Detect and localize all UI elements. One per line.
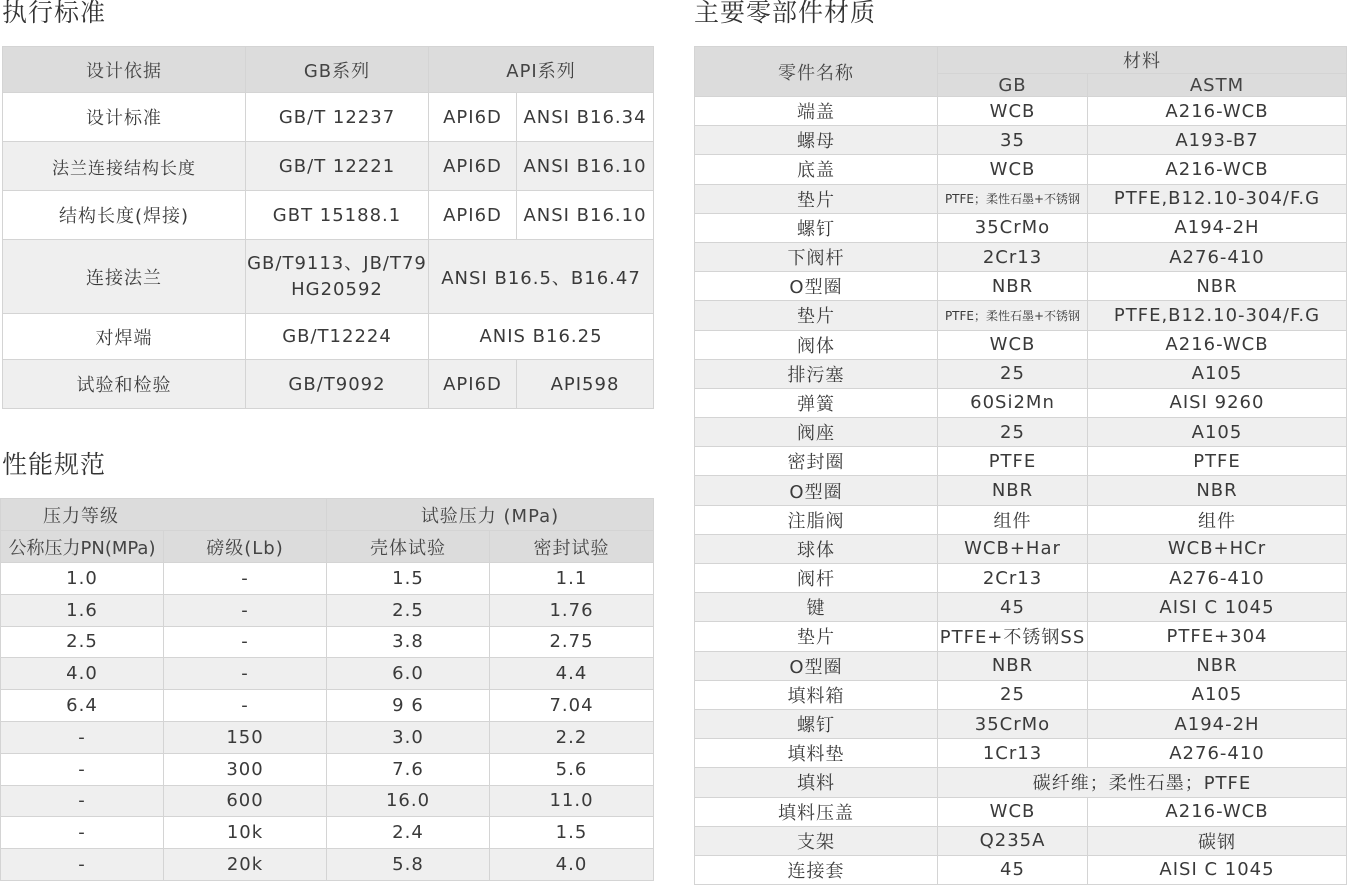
table-row xyxy=(695,97,1347,126)
part-name-cell: 连接套 xyxy=(695,855,938,884)
shell-test-cell: 2.5 xyxy=(327,594,490,626)
part-name-cell: 螺钉 xyxy=(695,213,938,242)
api-value: API6D xyxy=(429,191,517,240)
table-row xyxy=(695,680,1347,709)
header-seal-test: 密封试验 xyxy=(490,531,654,563)
seal-test-cell: 1.1 xyxy=(490,563,654,595)
table-row xyxy=(695,797,1347,826)
group-header-pressure-class: 压力等级 xyxy=(1,499,327,531)
gb-value: GB/T 12237 xyxy=(246,93,429,142)
table-row xyxy=(1,785,654,817)
table-row xyxy=(1,817,654,849)
astm-material-cell: A216-WCB xyxy=(1088,155,1347,184)
part-name-cell: O型圈 xyxy=(695,272,938,301)
part-name-cell: 弹簧 xyxy=(695,388,938,417)
gb-material-cell: 35 xyxy=(938,126,1088,155)
table-row xyxy=(695,709,1347,738)
gb-value: GB/T 12221 xyxy=(246,142,429,191)
gb-material-cell: WCB xyxy=(938,797,1088,826)
gb-material-cell: PTFE xyxy=(938,447,1088,476)
pound-class-cell: - xyxy=(164,563,327,595)
header-nominal-pressure: 公称压力PN(MPa) xyxy=(1,531,164,563)
seal-test-cell: 7.04 xyxy=(490,690,654,722)
gb-value-line: GB/T9113、JB/T79 xyxy=(247,252,427,274)
nominal-pressure-cell: 1.0 xyxy=(1,563,164,595)
table-row xyxy=(1,563,654,595)
table-row xyxy=(695,534,1347,563)
part-name-cell: 底盖 xyxy=(695,155,938,184)
pound-class-cell: 150 xyxy=(164,721,327,753)
pound-class-cell: 600 xyxy=(164,785,327,817)
astm-material-cell: A276-410 xyxy=(1088,739,1347,768)
shell-test-cell: 1.5 xyxy=(327,563,490,595)
table-row xyxy=(1,849,654,881)
gb-material-cell: PTFE；柔性石墨+不锈钢 xyxy=(938,184,1088,213)
gb-material-cell: 25 xyxy=(938,418,1088,447)
parts-rows xyxy=(695,97,1347,885)
table-row xyxy=(695,739,1347,768)
astm-material-cell: NBR xyxy=(1088,651,1347,680)
gb-material-cell: WCB xyxy=(938,97,1088,126)
table-row xyxy=(695,213,1347,242)
nominal-pressure-cell: 6.4 xyxy=(1,690,164,722)
table-row xyxy=(695,826,1347,855)
api-value: ANSI B16.34 xyxy=(517,93,654,142)
table-row xyxy=(695,301,1347,330)
row-label: 法兰连接结构长度 xyxy=(3,142,246,191)
table-row xyxy=(695,651,1347,680)
table-row xyxy=(695,505,1347,534)
part-name-cell: 端盖 xyxy=(695,97,938,126)
gb-material-cell: NBR xyxy=(938,272,1088,301)
astm-material-cell: AISI C 1045 xyxy=(1088,593,1347,622)
gb-material-cell: PTFE；柔性石墨+不锈钢 xyxy=(938,301,1088,330)
gb-material-cell: 25 xyxy=(938,359,1088,388)
parts-table xyxy=(694,46,1347,885)
nominal-pressure-cell: - xyxy=(1,785,164,817)
astm-material-cell: A276-410 xyxy=(1088,564,1347,593)
header-part-name: 零件名称 xyxy=(695,47,938,97)
seal-test-cell: 2.75 xyxy=(490,626,654,658)
standards-table xyxy=(2,46,654,409)
performance-title: 性能规范 xyxy=(2,450,107,479)
table-row xyxy=(695,564,1347,593)
astm-material-cell: AISI 9260 xyxy=(1088,388,1347,417)
row-label: 结构长度(焊接) xyxy=(3,191,246,240)
shell-test-cell: 9 6 xyxy=(327,690,490,722)
astm-material-cell: NBR xyxy=(1088,476,1347,505)
gb-material-cell: NBR xyxy=(938,476,1088,505)
header-material: 材料 xyxy=(938,47,1347,74)
nominal-pressure-cell: - xyxy=(1,817,164,849)
astm-material-cell: PTFE xyxy=(1088,447,1347,476)
api-value: API598 xyxy=(517,360,654,409)
nominal-pressure-cell: - xyxy=(1,753,164,785)
pound-class-cell: 20k xyxy=(164,849,327,881)
gb-material-cell: 45 xyxy=(938,855,1088,884)
astm-material-cell: A216-WCB xyxy=(1088,97,1347,126)
gb-material-cell: WCB xyxy=(938,155,1088,184)
astm-material-cell: A194-2H xyxy=(1088,213,1347,242)
gb-material-cell: 35CrMo xyxy=(938,213,1088,242)
astm-material-cell: PTFE+304 xyxy=(1088,622,1347,651)
seal-test-cell: 11.0 xyxy=(490,785,654,817)
table-row xyxy=(1,721,654,753)
part-name-cell: 阀座 xyxy=(695,418,938,447)
nominal-pressure-cell: 4.0 xyxy=(1,658,164,690)
astm-material-cell: PTFE,B12.10-304/F.G xyxy=(1088,184,1347,213)
table-row xyxy=(695,768,1347,797)
seal-test-cell: 4.4 xyxy=(490,658,654,690)
astm-material-cell: A194-2H xyxy=(1088,709,1347,738)
table-row xyxy=(695,476,1347,505)
part-name-cell: 填料压盖 xyxy=(695,797,938,826)
group-header-test-pressure: 试验压力 (MPa) xyxy=(327,499,654,531)
seal-test-cell: 1.5 xyxy=(490,817,654,849)
astm-material-cell: A216-WCB xyxy=(1088,797,1347,826)
pound-class-cell: - xyxy=(164,658,327,690)
nominal-pressure-cell: 1.6 xyxy=(1,594,164,626)
part-name-cell: 注脂阀 xyxy=(695,505,938,534)
api-value: API6D xyxy=(429,93,517,142)
part-name-cell: 填料垫 xyxy=(695,739,938,768)
gb-value: GB/T12224 xyxy=(246,314,429,360)
gb-material-cell: 2Cr13 xyxy=(938,564,1088,593)
astm-material-cell: 碳钢 xyxy=(1088,826,1347,855)
shell-test-cell: 2.4 xyxy=(327,817,490,849)
seal-test-cell: 5.6 xyxy=(490,753,654,785)
astm-material-cell: AISI C 1045 xyxy=(1088,855,1347,884)
seal-test-cell: 1.76 xyxy=(490,594,654,626)
astm-material-cell: WCB+HCr xyxy=(1088,534,1347,563)
api-value: ANIS B16.25 xyxy=(429,314,654,360)
gb-material-cell: 35CrMo xyxy=(938,709,1088,738)
table-row xyxy=(695,447,1347,476)
gb-material-cell: 2Cr13 xyxy=(938,242,1088,271)
table-row xyxy=(695,855,1347,884)
header-pound-class: 磅级(Lb) xyxy=(164,531,327,563)
part-name-cell: 排污塞 xyxy=(695,359,938,388)
gb-material-cell: WCB+Har xyxy=(938,534,1088,563)
gb-material-cell: NBR xyxy=(938,651,1088,680)
standards-title: 执行标准 xyxy=(2,0,107,27)
performance-table xyxy=(0,498,654,881)
gb-value: GBT 15188.1 xyxy=(246,191,429,240)
astm-material-cell: NBR xyxy=(1088,272,1347,301)
part-name-cell: 阀杆 xyxy=(695,564,938,593)
nominal-pressure-cell: 2.5 xyxy=(1,626,164,658)
row-label: 连接法兰 xyxy=(3,240,246,314)
gb-material-cell: 25 xyxy=(938,680,1088,709)
part-name-cell: 球体 xyxy=(695,534,938,563)
gb-material-cell: Q235A xyxy=(938,826,1088,855)
part-name-cell: 螺钉 xyxy=(695,709,938,738)
material-cell: 碳纤维；柔性石墨；PTFE xyxy=(938,768,1347,797)
gb-material-cell: 组件 xyxy=(938,505,1088,534)
table-row xyxy=(695,272,1347,301)
nominal-pressure-cell: - xyxy=(1,849,164,881)
pound-class-cell: 300 xyxy=(164,753,327,785)
header-shell-test: 壳体试验 xyxy=(327,531,490,563)
table-row xyxy=(695,242,1347,271)
astm-material-cell: A216-WCB xyxy=(1088,330,1347,359)
shell-test-cell: 5.8 xyxy=(327,849,490,881)
api-value: ANSI B16.10 xyxy=(517,142,654,191)
header-api-series: API系列 xyxy=(429,47,654,93)
part-name-cell: 填料 xyxy=(695,768,938,797)
part-name-cell: 下阀杆 xyxy=(695,242,938,271)
part-name-cell: 键 xyxy=(695,593,938,622)
part-name-cell: 支架 xyxy=(695,826,938,855)
pound-class-cell: - xyxy=(164,594,327,626)
astm-material-cell: A276-410 xyxy=(1088,242,1347,271)
part-name-cell: 填料箱 xyxy=(695,680,938,709)
gb-material-cell: 1Cr13 xyxy=(938,739,1088,768)
nominal-pressure-cell: - xyxy=(1,721,164,753)
table-row xyxy=(695,155,1347,184)
header-gb-series: GB系列 xyxy=(246,47,429,93)
table-row xyxy=(1,626,654,658)
table-row xyxy=(695,330,1347,359)
pound-class-cell: - xyxy=(164,690,327,722)
part-name-cell: 螺母 xyxy=(695,126,938,155)
api-value: ANSI B16.5、B16.47 xyxy=(429,240,654,314)
table-row xyxy=(695,388,1347,417)
seal-test-cell: 2.2 xyxy=(490,721,654,753)
part-name-cell: 密封圈 xyxy=(695,447,938,476)
seal-test-cell: 4.0 xyxy=(490,849,654,881)
astm-material-cell: 组件 xyxy=(1088,505,1347,534)
gb-value-line: HG20592 xyxy=(291,278,383,300)
parts-title: 主要零部件材质 xyxy=(694,0,877,27)
table-row xyxy=(695,622,1347,651)
header-design-basis: 设计依据 xyxy=(3,47,246,93)
astm-material-cell: A105 xyxy=(1088,680,1347,709)
shell-test-cell: 3.8 xyxy=(327,626,490,658)
table-row xyxy=(695,184,1347,213)
table-row xyxy=(1,753,654,785)
table-row xyxy=(1,594,654,626)
gb-material-cell: 45 xyxy=(938,593,1088,622)
api-value: ANSI B16.10 xyxy=(517,191,654,240)
api-value: API6D xyxy=(429,360,517,409)
api-value: API6D xyxy=(429,142,517,191)
part-name-cell: O型圈 xyxy=(695,651,938,680)
row-label: 设计标准 xyxy=(3,93,246,142)
part-name-cell: 垫片 xyxy=(695,622,938,651)
header-gb: GB xyxy=(938,74,1088,97)
astm-material-cell: PTFE,B12.10-304/F.G xyxy=(1088,301,1347,330)
table-row xyxy=(695,126,1347,155)
shell-test-cell: 16.0 xyxy=(327,785,490,817)
header-astm: ASTM xyxy=(1088,74,1347,97)
shell-test-cell: 6.0 xyxy=(327,658,490,690)
table-row xyxy=(1,658,654,690)
gb-material-cell: PTFE+不锈钢SS xyxy=(938,622,1088,651)
part-name-cell: 阀体 xyxy=(695,330,938,359)
row-label: 对焊端 xyxy=(3,314,246,360)
part-name-cell: O型圈 xyxy=(695,476,938,505)
table-row xyxy=(695,359,1347,388)
part-name-cell: 垫片 xyxy=(695,184,938,213)
gb-value xyxy=(246,240,429,314)
table-row xyxy=(1,690,654,722)
astm-material-cell: A105 xyxy=(1088,418,1347,447)
row-label: 试验和检验 xyxy=(3,360,246,409)
pound-class-cell: - xyxy=(164,626,327,658)
pound-class-cell: 10k xyxy=(164,817,327,849)
gb-value: GB/T9092 xyxy=(246,360,429,409)
table-row xyxy=(695,418,1347,447)
shell-test-cell: 7.6 xyxy=(327,753,490,785)
astm-material-cell: A105 xyxy=(1088,359,1347,388)
shell-test-cell: 3.0 xyxy=(327,721,490,753)
astm-material-cell: A193-B7 xyxy=(1088,126,1347,155)
part-name-cell: 垫片 xyxy=(695,301,938,330)
table-row xyxy=(695,593,1347,622)
gb-material-cell: 60Si2Mn xyxy=(938,388,1088,417)
gb-material-cell: WCB xyxy=(938,330,1088,359)
performance-rows xyxy=(1,563,654,881)
